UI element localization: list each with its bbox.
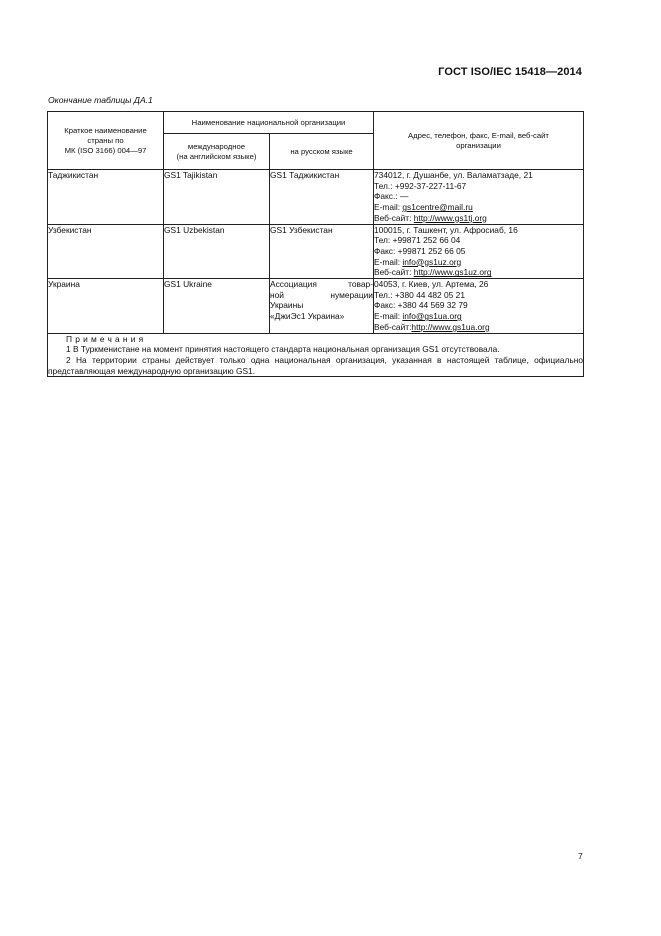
country-cell: Узбекистан [48,224,164,279]
web-line [374,267,583,278]
fax: Факс.: — [374,191,409,202]
phone: Тел.: +380 44 482 05 21 [374,289,465,300]
address-cell [374,170,584,225]
notes-row [48,333,584,377]
table-row [48,224,584,279]
web-link[interactable]: http://www.gs1tj.org [413,212,487,223]
web-label: Веб-сайт: [374,267,414,278]
address-cell [374,279,584,334]
ru-name-line: GS1 Узбекистан [270,224,333,235]
email-line [374,202,583,213]
organizations-table [47,111,584,377]
header-ru-name: на русском языке [270,134,374,170]
country-cell: Таджикистан [48,170,164,225]
header-country [48,112,164,170]
ru-name-line: GS1 Таджикистан [270,170,340,180]
fax: Факс: +380 44 569 32 79 [374,300,468,311]
web-label: Веб-сайт: [374,212,414,223]
ru-name-line: Ассоциация товар- [270,279,373,290]
web-line [374,322,583,333]
header-country-line: страны по [87,135,124,145]
email-link[interactable]: gs1centre@mail.ru [402,202,473,213]
email-line [374,257,583,268]
table-row [48,170,584,225]
email-label: E-mail: [374,311,403,322]
web-link[interactable]: http://www.gs1ua.org [411,321,490,332]
ru-name-cell [270,224,374,279]
intl-name-cell: GS1 Ukraine [164,279,270,334]
street: 100015, г. Ташкент, ул. Афросиаб, 16 [374,224,518,235]
email-line [374,311,583,322]
header-intl-name [164,134,270,170]
header-country-line: Краткое наименование [64,125,147,135]
address-cell [374,224,584,279]
ru-name-line: ной нумерации [270,289,373,300]
ru-name-line: «ДжиЭс1 Украина» [270,311,345,322]
phone: Тел.: +992-37-227-11-67 [374,180,467,191]
phone: Тел: +99871 252 66 04 [374,235,461,246]
notes-cell [48,333,584,377]
header-address-line: организации [456,140,501,150]
header-org-name: Наименование национальной организации [164,112,374,134]
ru-name-cell [270,170,374,225]
ru-name-line: Украины [270,300,304,311]
header-intl-line: (на английском языке) [176,151,257,161]
table-row [48,279,584,334]
table-caption: Окончание таблицы ДА.1 [48,95,153,105]
header-address [374,112,584,170]
ru-name-cell [270,279,374,334]
email-link[interactable]: info@gs1ua.org [402,311,462,322]
street: 734012, г. Душанбе, ул. Валаматзаде, 21 [374,170,533,180]
web-link[interactable]: http://www.gs1uz.org [413,267,492,278]
street: 04053, г. Киев, ул. Артема, 26 [374,279,489,290]
web-label: Веб-сайт: [374,321,412,332]
email-label: E-mail: [374,202,403,213]
fax: Факс: +99871 252 66 05 [374,245,466,256]
header-intl-line: международное [187,141,246,151]
intl-name-cell: GS1 Uzbekistan [164,224,270,279]
header-address-line: Адрес, телефон, факс, E-mail, веб-сайт [408,130,549,140]
email-link[interactable]: info@gs1uz.org [402,256,462,267]
note-item: 2 На территории страны действует только одна национальная организация, указанная в настоящей таблице, официально представляющая международную организацию GS1. [48,354,583,376]
intl-name-cell: GS1 Tajikistan [164,170,270,225]
note-item: 1 В Туркменистане на момент принятия настоящего стандарта национальная организация GS1 отсутствовала. [66,344,500,355]
page-number: 7 [578,851,583,861]
document-id: ГОСТ ISO/IEC 15418—2014 [438,66,582,78]
notes-title: Примечания [66,333,147,344]
email-label: E-mail: [374,256,403,267]
web-line [374,213,583,224]
country-cell: Украина [48,279,164,334]
header-country-line: МК (ISO 3166) 004—97 [64,145,147,155]
